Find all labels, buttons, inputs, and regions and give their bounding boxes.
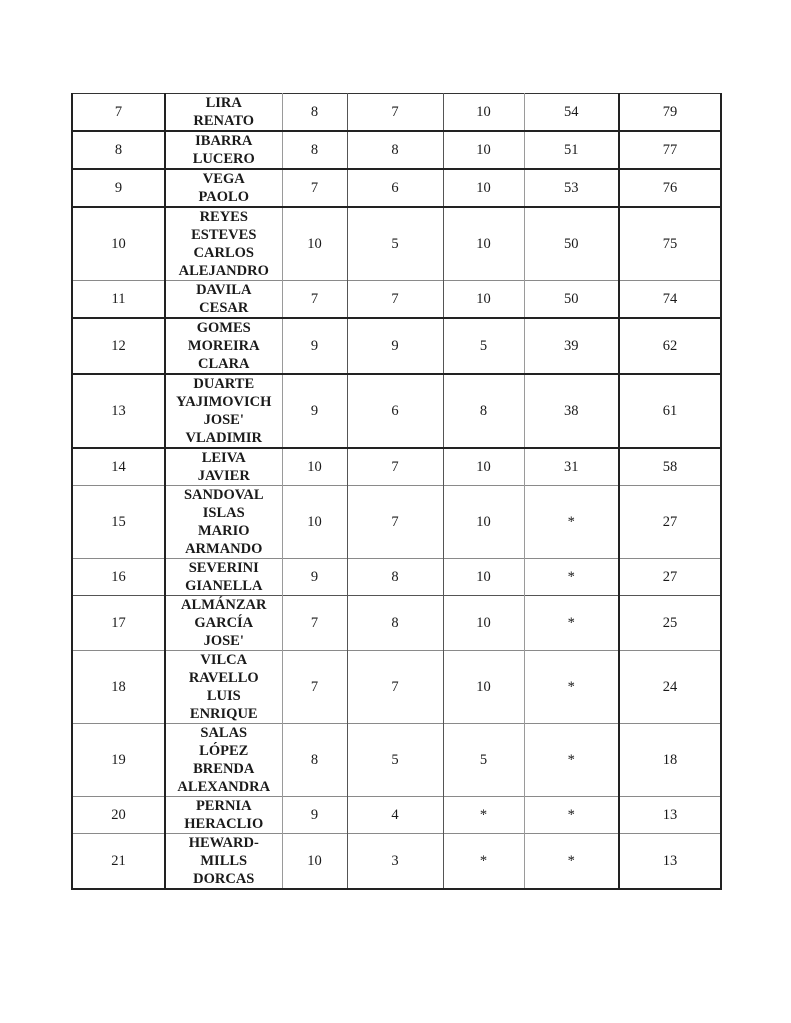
student-name-line: RAVELLO — [188, 670, 259, 686]
score-cell-2: 9 — [347, 318, 443, 374]
student-name-cell — [165, 596, 282, 651]
score-cell-2: 8 — [347, 559, 443, 596]
score-cell-1: 9 — [282, 374, 347, 448]
score-cell-1: 9 — [282, 318, 347, 374]
score-cell-4: 50 — [524, 281, 619, 319]
total-score-cell: 62 — [619, 318, 721, 374]
total-score-cell: 27 — [619, 486, 721, 559]
student-name-line: DUARTE — [193, 376, 255, 392]
student-name-cell — [165, 281, 282, 319]
table-row — [72, 94, 721, 132]
score-cell-4: * — [524, 797, 619, 834]
total-score-cell: 58 — [619, 448, 721, 486]
score-cell-3: 10 — [443, 281, 524, 319]
table-row — [72, 596, 721, 651]
row-number-cell: 15 — [72, 486, 165, 559]
student-name-cell — [165, 207, 282, 281]
student-name-line: ENRIQUE — [189, 706, 258, 722]
total-score-cell: 74 — [619, 281, 721, 319]
score-cell-1: 10 — [282, 448, 347, 486]
student-name-line: YAJIMOVICH — [176, 394, 272, 410]
student-name-line: JOSE' — [203, 412, 244, 428]
score-cell-1: 10 — [282, 486, 347, 559]
student-name-line: ALEJANDRO — [178, 263, 269, 279]
score-cell-3: 10 — [443, 596, 524, 651]
student-name-cell — [165, 834, 282, 890]
row-number-cell: 7 — [72, 94, 165, 132]
student-name-line: LIRA — [205, 95, 242, 111]
total-score-cell: 18 — [619, 724, 721, 797]
student-name-line: LÓPEZ — [199, 743, 249, 759]
row-number-cell: 13 — [72, 374, 165, 448]
total-score-cell: 61 — [619, 374, 721, 448]
student-name-line: DORCAS — [193, 871, 255, 887]
score-cell-3: 10 — [443, 94, 524, 132]
score-cell-4: * — [524, 559, 619, 596]
table-row — [72, 281, 721, 319]
total-score-cell: 24 — [619, 651, 721, 724]
student-name-cell — [165, 797, 282, 834]
table-row — [72, 724, 721, 797]
student-name-line: ALEXANDRA — [177, 779, 271, 795]
results-table — [71, 93, 722, 890]
row-number-cell: 18 — [72, 651, 165, 724]
score-cell-2: 7 — [347, 281, 443, 319]
student-name-cell — [165, 651, 282, 724]
score-cell-3: 10 — [443, 559, 524, 596]
score-cell-2: 6 — [347, 374, 443, 448]
student-name-line: ARMANDO — [185, 541, 263, 557]
student-name-line: SANDOVAL — [183, 487, 264, 503]
score-cell-2: 7 — [347, 486, 443, 559]
row-number-cell: 8 — [72, 131, 165, 169]
score-cell-4: * — [524, 834, 619, 890]
student-name-line: CARLOS — [193, 245, 254, 261]
student-name-cell — [165, 131, 282, 169]
score-cell-2: 8 — [347, 131, 443, 169]
score-cell-4: 50 — [524, 207, 619, 281]
student-name-line: CLARA — [197, 356, 250, 372]
score-cell-1: 8 — [282, 724, 347, 797]
results-table-body — [72, 94, 721, 890]
total-score-cell: 25 — [619, 596, 721, 651]
score-cell-3: 5 — [443, 318, 524, 374]
total-score-cell: 79 — [662, 104, 678, 120]
score-cell-2: 5 — [347, 724, 443, 797]
score-cell-3: 8 — [443, 374, 524, 448]
score-cell-1: 7 — [282, 281, 347, 319]
student-name-line: HERACLIO — [184, 816, 264, 832]
student-name-line: VLADIMIR — [185, 430, 263, 446]
score-cell-4: 39 — [524, 318, 619, 374]
score-cell-2: 7 — [347, 448, 443, 486]
student-name-line: MARIO — [197, 523, 250, 539]
student-name-line: RENATO — [193, 113, 255, 129]
table-row — [72, 318, 721, 374]
row-number-cell: 21 — [72, 834, 165, 890]
student-name-line: ISLAS — [202, 505, 245, 521]
student-name-line: BRENDA — [193, 761, 255, 777]
score-cell-3: * — [443, 834, 524, 890]
row-number-cell: 17 — [72, 596, 165, 651]
score-cell-4: * — [524, 486, 619, 559]
student-name-cell — [165, 169, 282, 207]
student-name-line: JAVIER — [197, 468, 250, 484]
total-score-cell: 77 — [619, 131, 721, 169]
score-cell-1: 8 — [282, 94, 347, 132]
row-number-cell: 11 — [72, 281, 165, 319]
student-name-line: MILLS — [200, 853, 248, 869]
student-name-line: MOREIRA — [187, 338, 260, 354]
row-number-cell: 9 — [72, 169, 165, 207]
score-cell-3: 10 — [443, 486, 524, 559]
table-row — [72, 797, 721, 834]
score-cell-4: * — [524, 596, 619, 651]
score-cell-4: 51 — [524, 131, 619, 169]
score-cell-2: 8 — [347, 596, 443, 651]
student-name-cell — [165, 486, 282, 559]
score-cell-2: 6 — [347, 169, 443, 207]
row-number-cell: 16 — [72, 559, 165, 596]
table-row — [72, 207, 721, 281]
student-name-line: GARCÍA — [194, 615, 254, 631]
table-row — [72, 448, 721, 486]
score-cell-4: 38 — [524, 374, 619, 448]
table-row — [72, 834, 721, 890]
student-name-line: CESAR — [199, 300, 249, 316]
student-name-cell — [165, 724, 282, 797]
student-name-cell — [165, 448, 282, 486]
total-score-cell: 75 — [619, 207, 721, 281]
score-cell-2: 3 — [347, 834, 443, 890]
total-score-cell: 76 — [619, 169, 721, 207]
row-number-cell: 19 — [72, 724, 165, 797]
table-row — [72, 486, 721, 559]
score-cell-4: 54 — [524, 94, 619, 132]
score-cell-1: 7 — [282, 596, 347, 651]
row-number-cell: 20 — [72, 797, 165, 834]
student-name-line: VILCA — [200, 652, 248, 668]
student-name-line: ESTEVES — [191, 227, 257, 243]
student-name-line: HEWARD- — [188, 835, 259, 851]
score-cell-1: 8 — [282, 131, 347, 169]
student-name-line: VEGA — [202, 171, 245, 187]
student-name-line: PAOLO — [198, 189, 249, 205]
score-cell-4: 31 — [524, 448, 619, 486]
student-name-line: REYES — [199, 209, 248, 225]
student-name-cell — [165, 94, 282, 132]
score-cell-3: 10 — [443, 651, 524, 724]
student-name-line: IBARRA — [195, 133, 253, 149]
student-name-cell — [165, 374, 282, 448]
score-cell-4: 53 — [524, 169, 619, 207]
table-row — [72, 651, 721, 724]
student-name-line: DAVILA — [196, 282, 252, 298]
student-name-cell — [165, 318, 282, 374]
score-cell-3: 10 — [443, 448, 524, 486]
table-row — [72, 374, 721, 448]
score-cell-3: 10 — [443, 207, 524, 281]
score-cell-1: 7 — [282, 169, 347, 207]
student-name-line: LEIVA — [201, 450, 246, 466]
score-cell-2: 4 — [347, 797, 443, 834]
student-name-line: GOMES — [196, 320, 251, 336]
score-cell-4: * — [524, 651, 619, 724]
score-cell-1: 9 — [282, 797, 347, 834]
score-cell-3: 10 — [443, 169, 524, 207]
student-name-line: JOSE' — [203, 633, 244, 649]
score-cell-1: 7 — [282, 651, 347, 724]
total-score-cell: 27 — [619, 559, 721, 596]
row-number-cell: 14 — [72, 448, 165, 486]
student-name-line: ALMÁNZAR — [181, 597, 267, 613]
score-cell-3: 10 — [443, 131, 524, 169]
score-cell-1: 9 — [282, 559, 347, 596]
score-cell-3: * — [443, 797, 524, 834]
score-cell-2: 5 — [347, 207, 443, 281]
student-name-line: SALAS — [200, 725, 248, 741]
student-name-line: PERNIA — [195, 798, 252, 814]
score-cell-2: 7 — [347, 651, 443, 724]
student-name-cell — [165, 559, 282, 596]
score-cell-4: * — [524, 724, 619, 797]
score-cell-2: 7 — [347, 94, 443, 132]
table-row — [72, 169, 721, 207]
student-name-line: SEVERINI — [188, 560, 259, 576]
student-name-line: GIANELLA — [185, 578, 263, 594]
table-row — [72, 559, 721, 596]
student-name-line: LUCERO — [192, 151, 255, 167]
row-number-cell: 10 — [72, 207, 165, 281]
total-score-cell: 13 — [619, 834, 721, 890]
score-cell-1: 10 — [282, 834, 347, 890]
student-name-line: LUIS — [206, 688, 241, 704]
total-score-cell: 13 — [619, 797, 721, 834]
row-number-cell: 12 — [72, 318, 165, 374]
table-row — [72, 131, 721, 169]
score-cell-1: 10 — [282, 207, 347, 281]
score-cell-3: 5 — [443, 724, 524, 797]
